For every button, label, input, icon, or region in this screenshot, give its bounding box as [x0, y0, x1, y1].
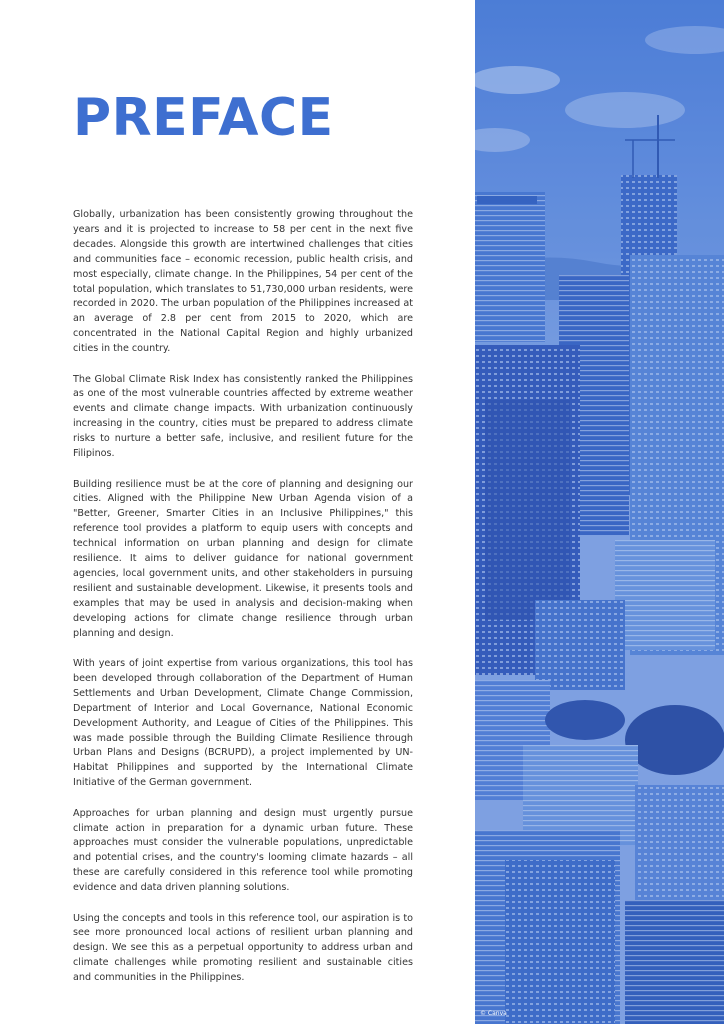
city-skyline-photo — [475, 0, 724, 1024]
paragraph-2: The Global Climate Risk Index has consistently ranked the Philippines as one of the most vulnerable countries affected by extreme weather events and climate change impacts. With urbanization continuously increasing in the country, cities must be prepared to address climate risks to nurture a better safe, inclusive, and resilient future for the Filipinos. — [73, 373, 413, 460]
paragraph-6: Using the concepts and tools in this reference tool, our aspiration is to see more pronounced local actions of resilient urban planning and design. We see this as a perpetual opportunity to address urban and climate challenges while promoting resilient and sustainable cities and communities in the Philippines. — [73, 912, 413, 984]
photo-credit: © Canva — [480, 1010, 507, 1017]
page-title: PREFACE — [73, 88, 334, 148]
paragraph-1: Globally, urbanization has been consistently growing throughout the years and it is projected to increase to 58 per cent in the next five decades. Alongside this growth are intertwined challenges that cities and communities face – economic recession, public health crisis, and most especially, climate change. In the Philippines, 54 per cent of the total population, which translates to 51,730,000 urban residents, were recorded in 2020. The urban population of the Philippines increased at an average of 2.8 per cent from 2015 to 2020, which are concentrated in the National Capital Region and highly urbanized cities in the country. — [73, 209, 413, 355]
preface-content — [73, 0, 413, 1024]
paragraph-5: Approaches for urban planning and design must urgently pursue climate action in preparation for a dynamic urban future. These approaches must consider the vulnerable populations, unpredictable and potential crises, and the country's looming climate hazards – all these are carefully considered in this reference tool while promoting evidence and data driven planning solutions. — [73, 807, 413, 894]
paragraph-4: With years of joint expertise from various organizations, this tool has been developed through collaboration of the Department of Human Settlements and Urban Development, Climate Change Commission, Department of Interior and Local Governance, National Economic Development Authority, and League of Cities of the Philippines. This was made possible through the Building Climate Resilience through Urban Plans and Designs (BCRUPD), a project implemented by UN-Habitat Philippines and supported by the International Climate Initiative of the German government. — [73, 657, 413, 789]
paragraph-3: Building resilience must be at the core of planning and designing our cities. Aligned with the Philippine New Urban Agenda vision of a "Better, Greener, Smarter Cities in an Inclusive Philippines," this reference tool provides a platform to equip users with concepts and technical information on urban planning and design for climate resilience. It aims to deliver guidance for national government agencies, local government units, and other stakeholders in pursuing resilient and sustainable development. Likewise, it presents tools and examples that may be used in analysis and decision-making when developing actions for climate change resilience through urban planning and design. — [73, 478, 413, 639]
preface-body — [73, 208, 413, 1002]
